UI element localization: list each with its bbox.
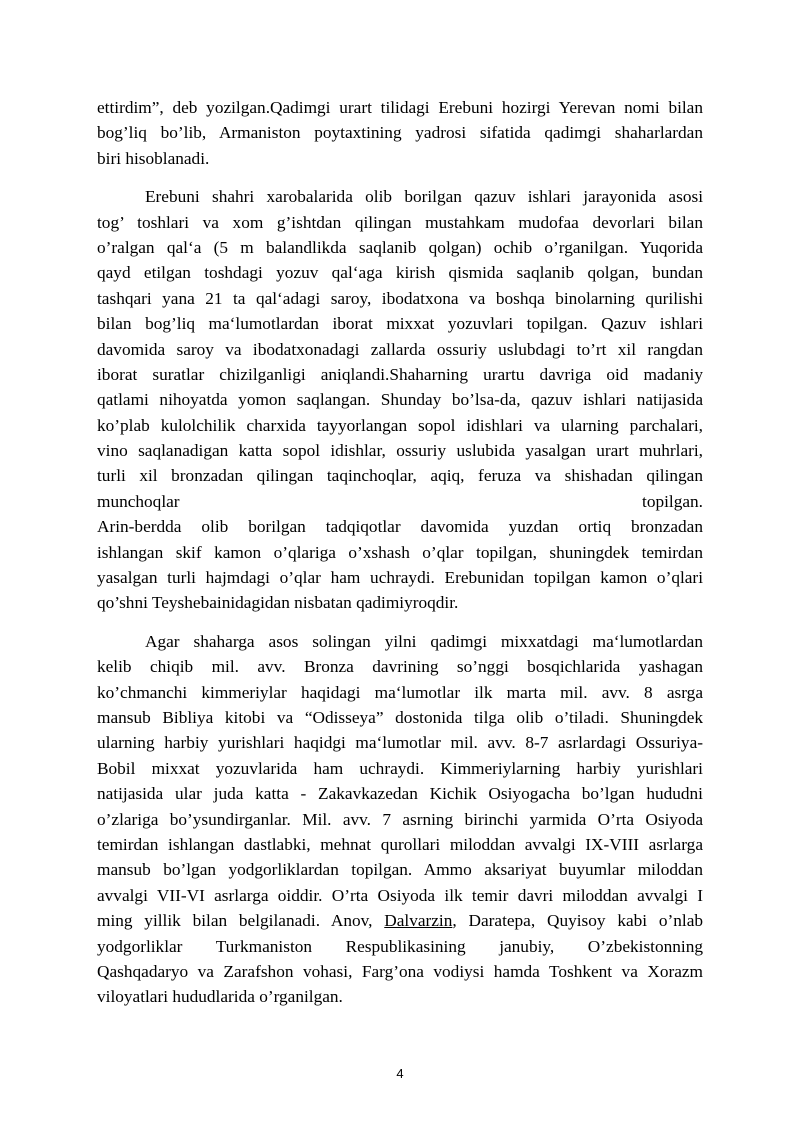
text-line: tog’ toshlari va xom g’ishtdan qilingan mustahkam mudofaa devorlari bilan <box>97 212 703 232</box>
text-line: qayd etilgan toshdagi yozuv qal‘aga kirish qismida saqlanib qolgan, bundan <box>97 263 703 283</box>
text-line: avvalgi VII-VI asrlarga oiddir. O’rta Osiyoda ilk temir davri miloddan avvalgi I <box>97 885 703 905</box>
text-line: natijasida ular juda katta - Zakavkazedan Kichik Osiyogacha bo’lgan hududni <box>97 784 703 804</box>
text-line: kelib chiqib mil. avv. Bronza davrining so’nggi bosqichlarida yashagan <box>97 657 703 677</box>
text-line: viloyatlari hududlarida o’rganilgan. <box>97 987 343 1007</box>
text-line: Bobil mixxat yozuvlarida ham uchraydi. Kimmeriylarning harbiy yurishlari <box>97 758 703 778</box>
text-line: iborat suratlar chizilganligi aniqlandi.Shaharning urartu davriga oid madaniy <box>97 364 703 384</box>
paragraph-1 <box>97 95 703 171</box>
text-line: o’ralgan qal‘a (5 m balandlikda saqlanib qolgan) ochib o’rganilgan. Yuqorida <box>97 237 703 257</box>
text-line: Qashqadaryo va Zarafshon vohasi, Farg’ona vodiysi hamda Toshkent va Xorazm <box>97 961 703 981</box>
text-line: Arin-berdda olib borilgan tadqiqotlar davomida yuzdan ortiq bronzadan <box>97 517 703 537</box>
text-line: yasalgan turli hajmdagi o’qlar ham uchraydi. Erebunidan topilgan kamon o’qlari <box>97 568 703 588</box>
text-line: Agar shaharga asos solingan yilni qadimgi mixxatdagi ma‘lumotlardan <box>145 631 703 651</box>
text-line-with-link <box>97 908 703 933</box>
text-line: yodgorliklar Turkmaniston Respublikasining janubiy, O’zbekistonning <box>97 936 703 956</box>
text-line: o’zlariga bo’ysundirganlar. Mil. avv. 7 asrning birinchi yarmida O’rta Osiyoda <box>97 809 703 829</box>
text-line: davomida saroy va ibodatxonadagi zallarda ossuriy uslubdagi to’rt xil rangdan <box>97 339 703 359</box>
page-number: 4 <box>396 1066 404 1081</box>
text-line: qatlami nihoyatda yomon saqlangan. Shunday bo’lsa-da, qazuv ishlari natijasida <box>97 390 703 410</box>
text-line: ko’chmanchi kimmeriylar haqidagi ma‘lumotlar ilk marta mil. avv. 8 asrga <box>97 682 703 702</box>
text-line: bog’liq bo’lib, Armaniston poytaxtining yadrosi sifatida qadimgi shaharlardan <box>97 123 703 143</box>
text-line: Erebuni shahri xarobalarida olib borilgan qazuv ishlari jarayonida asosi <box>145 187 703 207</box>
text-line: mansub bo’lgan yodgorliklardan topilgan. Ammo aksariyat buyumlar miloddan <box>97 860 703 880</box>
text-line: vino saqlanadigan katta sopol idishlar, ossuriy uslubida yasalgan urart muhrlari, <box>97 441 703 461</box>
text-span: ming yillik bilan belgilanadi. Anov, <box>97 911 385 931</box>
text-line: ettirdim”, deb yozilgan.Qadimgi urart tilidagi Erebuni hozirgi Yerevan nomi bilan <box>97 98 703 117</box>
text-line: munchoqlar topilgan. <box>97 491 703 511</box>
text-line: ko’plab kulolchilik charxida tayyorlangan sopol idishlari va ularning parchalari, <box>97 415 703 435</box>
text-line: ishlangan skif kamon o’qlariga o’xshash o’qlar topilgan, shuningdek temirdan <box>97 542 703 562</box>
paragraph-2 <box>97 184 703 616</box>
paragraph-3 <box>97 629 703 1010</box>
text-line: mansub Bibliya kitobi va “Odisseya” dostonida tilga olib o’tiladi. Shuningdek <box>97 707 703 727</box>
text-line: bilan bog’liq ma‘lumotlardan iborat mixxat yozuvlari topilgan. Qazuv ishlari <box>97 314 703 334</box>
text-line: tashqari yana 21 ta qal‘adagi saroy, ibodatxona va boshqa binolarning qurilishi <box>97 288 703 308</box>
text-line: qo’shni Teyshebainidagidan nisbatan qadimiyroqdir. <box>97 593 459 613</box>
body-text <box>97 95 703 1010</box>
text-line: biri hisoblanadi. <box>97 148 210 168</box>
text-line: turli xil bronzadan qilingan taqinchoqlar, aqiq, feruza va shishadan qilingan <box>97 466 703 486</box>
dalvarzin-link[interactable]: Dalvarzin <box>384 911 453 931</box>
text-line: ularning harbiy yurishlari haqidgi ma‘lumotlar mil. avv. 8-7 asrlardagi Ossuriya- <box>97 733 703 753</box>
text-line: temirdan ishlangan dastlabki, mehnat qurollari miloddan avvalgi IX-VIII asrlarga <box>97 834 703 854</box>
text-span: , Daratepa, Quyisoy kabi o’nlab <box>452 911 703 931</box>
